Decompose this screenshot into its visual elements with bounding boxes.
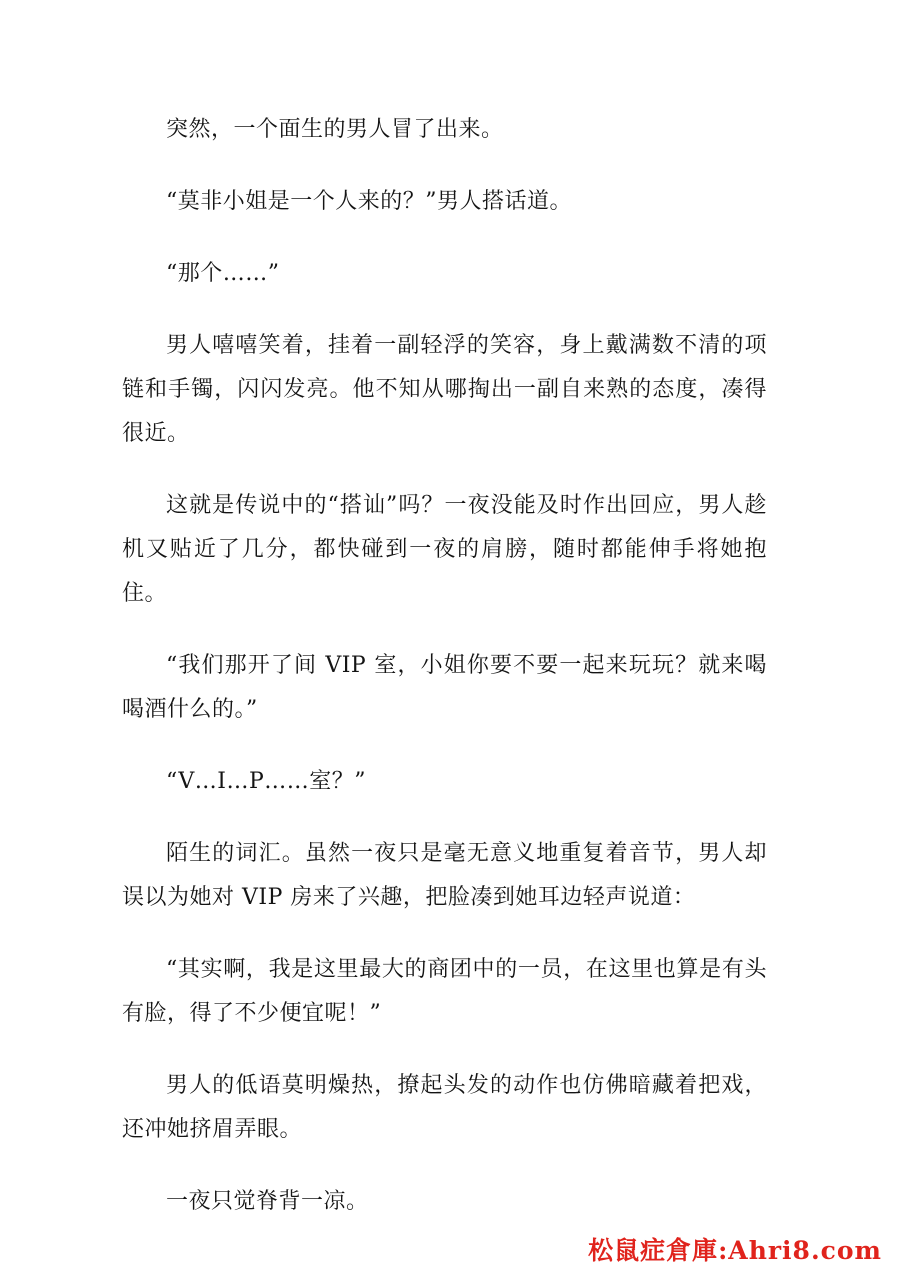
paragraph: “那个……” [166,261,280,286]
paragraph: 陌生的词汇。虽然一夜只是毫无意义地重复着音节，男人却误以为她对 VIP 房来了兴趣，把脸凑到她耳边轻声说道： [122,841,767,910]
paragraph: 一夜只觉脊背一凉。 [166,1189,369,1214]
paragraph: 突然，一个面生的男人冒了出来。 [166,117,504,142]
paragraph: “其实啊，我是这里最大的商团中的一员，在这里也算是有头有脸，得了不少便宜呢！” [122,957,767,1026]
paragraph: “莫非小姐是一个人来的？”男人搭话道。 [166,189,572,214]
watermark: 松鼠症倉庫:Ahri8.com [588,1236,882,1265]
paragraph: 男人的低语莫明燥热，撩起头发的动作也仿佛暗藏着把戏，还冲她挤眉弄眼。 [122,1073,767,1142]
paragraph: 这就是传说中的“搭讪”吗？一夜没能及时作出回应，男人趁机又贴近了几分，都快碰到一夜的肩膀，随时都能伸手将她抱住。 [122,493,767,606]
paragraph: “V…I…P……室？” [166,769,366,794]
paragraph: “我们那开了间 VIP 室，小姐你要不要一起来玩玩？就来喝喝酒什么的。” [122,653,767,722]
paragraph: 男人嘻嘻笑着，挂着一副轻浮的笑容，身上戴满数不清的项链和手镯，闪闪发亮。他不知从哪掏出一副自来熟的态度，凑得很近。 [122,333,767,446]
